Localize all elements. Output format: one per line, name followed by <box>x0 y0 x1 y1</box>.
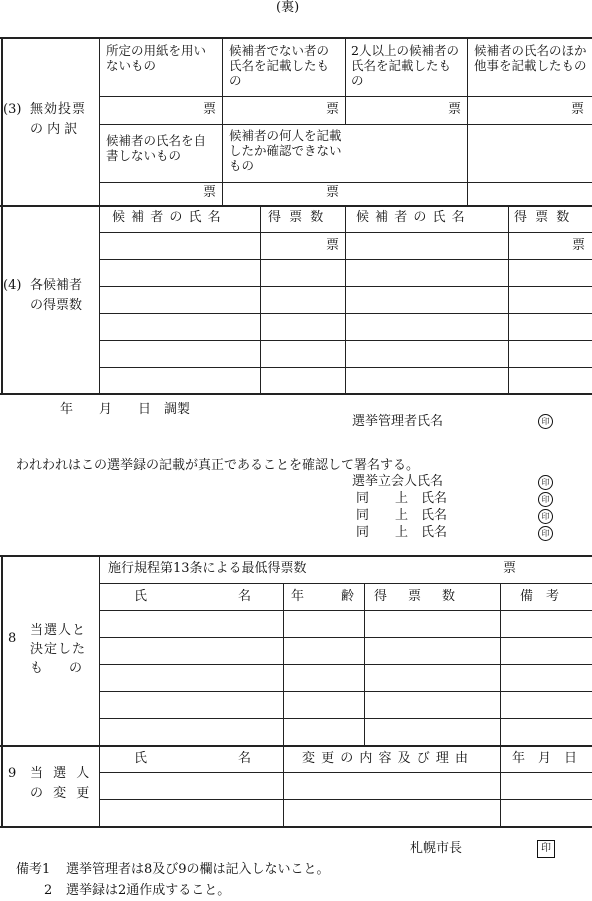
col-age-2: 齢 <box>341 589 355 604</box>
unit-label: 票 <box>202 185 216 200</box>
invalid-header-3: 2人以上の候補者の氏名を記載したもの <box>351 43 459 88</box>
seal-icon: 印 <box>538 475 553 490</box>
note-text: 選挙録は2通作成すること。 <box>66 883 231 898</box>
mayor-seal-icon: 印 <box>537 840 555 858</box>
witness-label: 同 上 氏名 <box>356 508 448 523</box>
candidate-name-header: 候 補 者 の 氏 名 <box>356 210 466 225</box>
col-name-2: 名 <box>238 751 252 766</box>
section8-label: も の <box>30 661 83 676</box>
manager-name-label: 選挙管理者氏名 <box>352 414 444 429</box>
col-name-1: 氏 <box>134 589 148 604</box>
section9-number: 9 <box>8 766 17 781</box>
col-date: 年 月 日 <box>512 751 578 766</box>
section3-label: 無効投票 <box>30 102 87 117</box>
section4-label-2: の得票数 <box>30 298 83 313</box>
unit-label: 票 <box>202 102 216 117</box>
unit-label: 票 <box>503 561 517 576</box>
unit-label: 票 <box>447 102 461 117</box>
seal-icon: 印 <box>538 509 553 524</box>
section8-label: 決定した <box>30 642 87 657</box>
section3-number: (3) <box>3 102 22 117</box>
unit-label: 票 <box>325 102 339 117</box>
date-prepared: 年 月 日 調製 <box>60 402 191 417</box>
col-age-1: 年 <box>291 589 305 604</box>
col-name-2: 名 <box>238 589 252 604</box>
note-number: 備考1 <box>16 862 51 877</box>
col-votes: 得 票 数 <box>374 589 460 604</box>
col-remarks: 備 考 <box>520 589 560 604</box>
section8-label: 当選人と <box>30 623 87 638</box>
seal-icon: 印 <box>538 526 553 541</box>
witness-label: 選挙立会人氏名 <box>352 474 444 489</box>
witness-label: 同 上 氏名 <box>356 491 448 506</box>
mayor-label: 札幌市長 <box>410 841 463 856</box>
votes-header: 得 票 数 <box>514 210 572 225</box>
note-number: 2 <box>44 883 53 898</box>
min-votes-text: 施行規程第13条による最低得票数 <box>108 561 307 576</box>
declaration-text: われわれはこの選挙録の記載が真正であることを確認して署名する。 <box>16 458 420 473</box>
unit-label: 票 <box>571 238 585 253</box>
candidate-name-header: 候 補 者 の 氏 名 <box>112 210 222 225</box>
section3-label-2: の 内 訳 <box>30 122 78 137</box>
votes-header: 得 票 数 <box>268 210 326 225</box>
note-text: 選挙管理者は8及び9の欄は記入しないこと。 <box>66 862 330 877</box>
invalid-header-2: 候補者でない者の氏名を記載したもの <box>229 43 330 88</box>
witness-label: 同 上 氏名 <box>356 525 448 540</box>
invalid-header-6: 候補者の何人を記載したか確認できないもの <box>229 128 342 173</box>
invalid-header-4: 候補者の氏名のほか他事を記載したもの <box>474 43 587 73</box>
section9-label: 当 選 人 <box>30 766 93 781</box>
section9-label: の 変 更 <box>30 786 93 801</box>
seal-icon: 印 <box>538 492 553 507</box>
section4-label: 各候補者 <box>30 278 83 293</box>
col-name-1: 氏 <box>134 751 148 766</box>
invalid-header-1: 所定の用紙を用いないもの <box>106 43 207 73</box>
col-change-reason: 変 更 の 内 容 及 び 理 由 <box>302 751 470 766</box>
unit-label: 票 <box>570 102 584 117</box>
unit-label: 票 <box>325 185 339 200</box>
seal-icon: 印 <box>538 414 553 429</box>
invalid-header-5: 候補者の氏名を自書しないもの <box>106 133 207 163</box>
page-header: (裏) <box>276 0 300 15</box>
section8-number: 8 <box>8 631 17 646</box>
unit-label: 票 <box>325 238 339 253</box>
section4-number: (4) <box>3 278 22 293</box>
